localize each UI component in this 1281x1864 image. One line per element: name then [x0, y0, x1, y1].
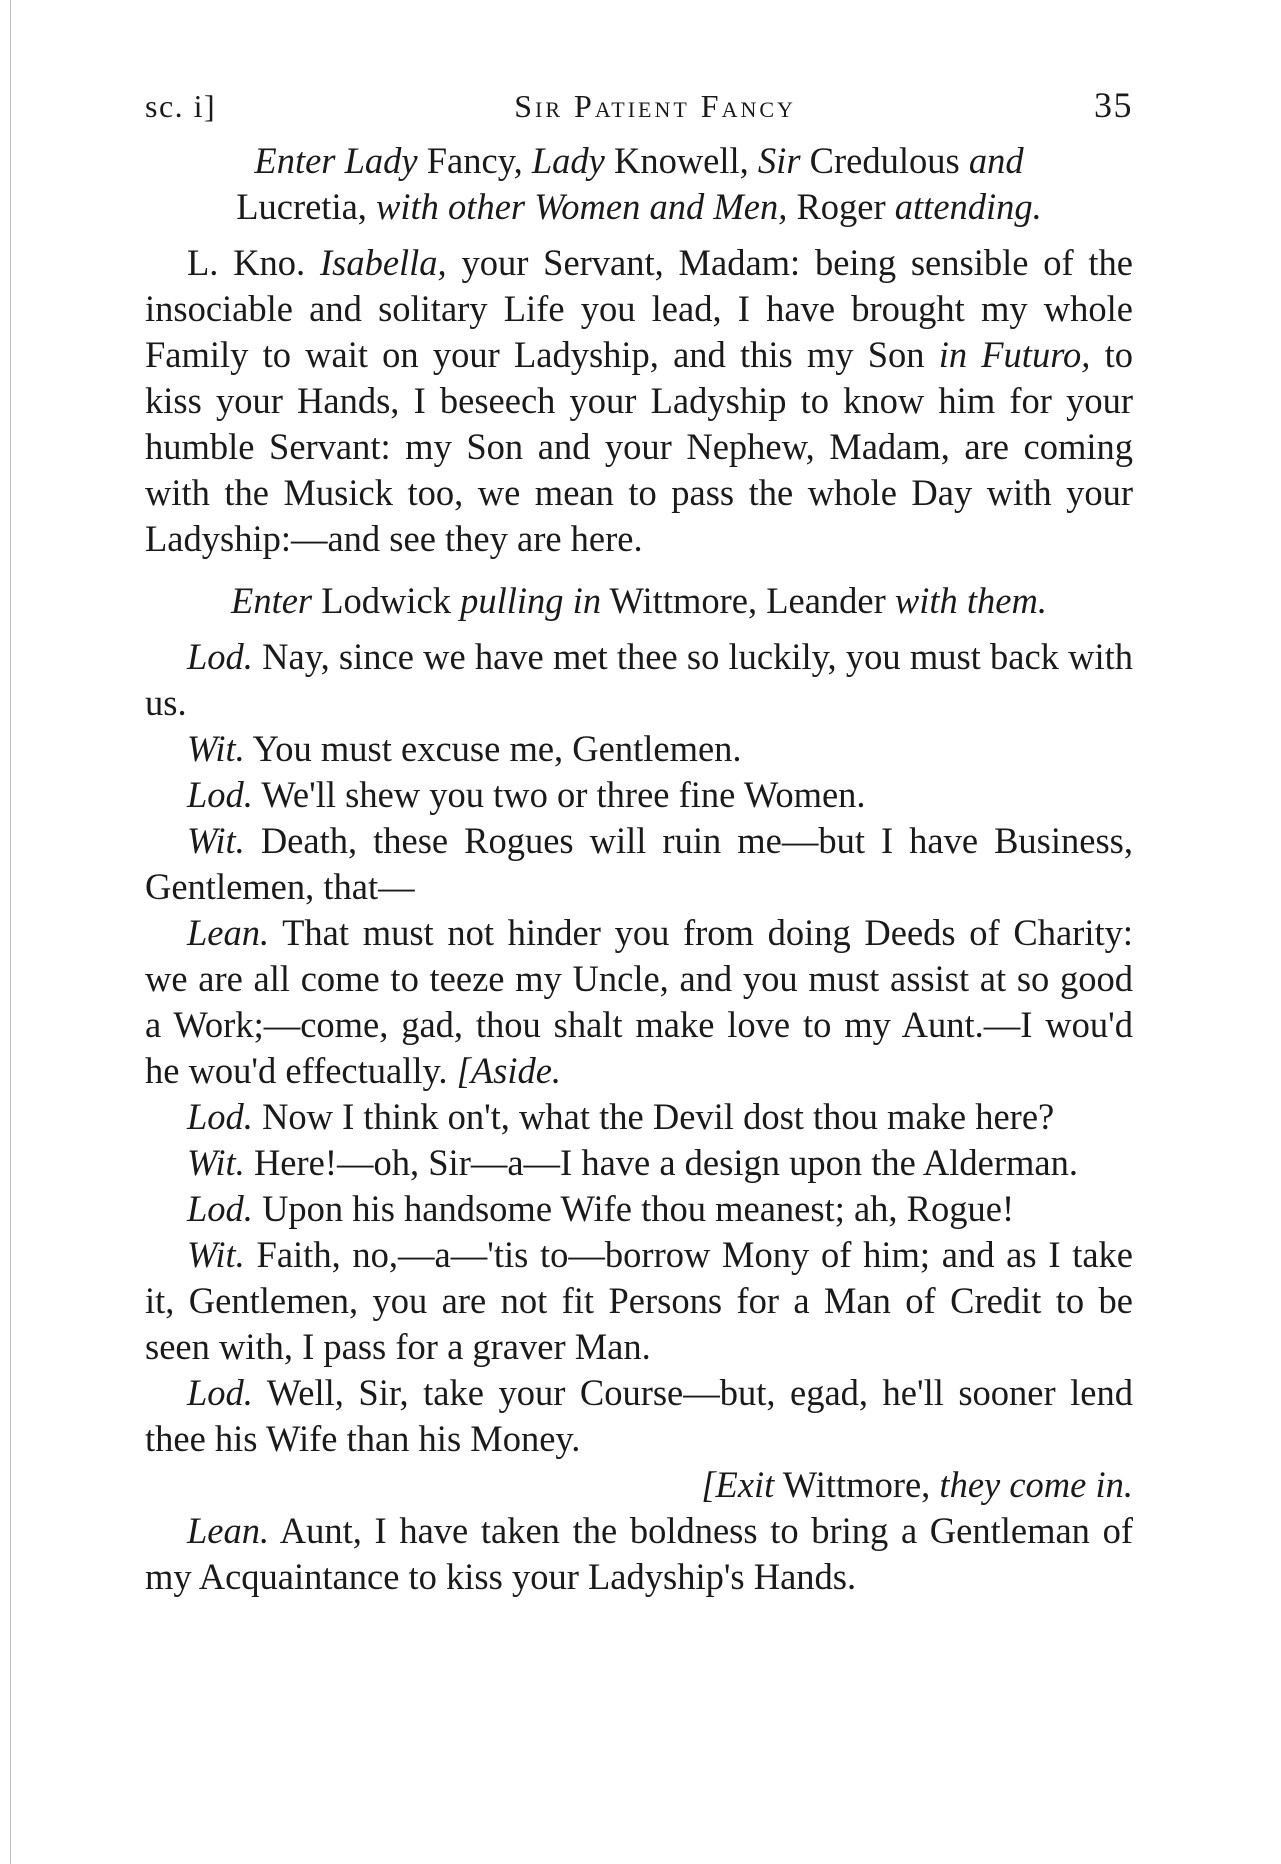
dialogue-line — [145, 818, 1133, 910]
sd-text: Enter Lady — [254, 140, 418, 181]
dialogue-line — [145, 1140, 1133, 1186]
dialogue-line — [145, 1370, 1133, 1462]
sd-name: Lodwick — [312, 580, 461, 621]
book-page — [145, 82, 1133, 1600]
speaker-label: Wit. — [187, 820, 245, 861]
stage-direction-exit — [145, 1462, 1133, 1508]
speech-text: You must excuse me, Gentlemen. — [244, 728, 742, 769]
sd-text: attending. — [894, 186, 1042, 227]
dialogue-line — [145, 634, 1133, 726]
speaker-label: Lod. — [187, 1096, 253, 1137]
speech-text: Upon his handsome Wife thou meanest; ah, Rogue! — [252, 1188, 1015, 1229]
dialogue-line — [145, 772, 1133, 818]
speaker-label: Lean. — [187, 1510, 270, 1551]
speaker-label: Lod. — [187, 1372, 253, 1413]
speech-text: Here!—oh, Sir—a—I have a design upon the Alderman. — [244, 1142, 1079, 1183]
sd-name: Fancy, — [417, 140, 532, 181]
speech-text: Death, these Rogues will ruin me—but I have Business, Gentlemen, that— — [145, 820, 1133, 907]
sd-name: Wittmore, Leander — [601, 580, 895, 621]
speech-text: Well, Sir, take your Course—but, egad, he'll sooner lend thee his Wife than his Money. — [145, 1372, 1133, 1459]
speaker-label: Lod. — [187, 636, 253, 677]
speaker-label: Lod. — [187, 774, 253, 815]
aside-direction: [Aside. — [456, 1050, 562, 1091]
speech-text: Now I think on't, what the Devil dost thou make here? — [252, 1096, 1055, 1137]
sd-text: they come in. — [939, 1464, 1133, 1505]
dialogue — [145, 634, 1133, 1462]
sd-text: Sir — [757, 140, 801, 181]
dialogue-line — [145, 910, 1133, 1094]
speaker-label: Lean. — [187, 912, 270, 953]
speech-text: We'll shew you two or three fine Women. — [252, 774, 866, 815]
sd-name: Lucretia, — [236, 186, 377, 227]
dialogue-line — [145, 1186, 1133, 1232]
sd-name: Knowell, — [604, 140, 758, 181]
dialogue-line — [145, 726, 1133, 772]
page-number: 35 — [1093, 85, 1133, 125]
speech-italic: in Futuro, — [938, 334, 1091, 375]
speech-italic: Isabella, — [319, 242, 447, 283]
speaker-label: Lod. — [187, 1188, 253, 1229]
sd-text: [Exit — [701, 1464, 775, 1505]
sd-name: Credulous — [800, 140, 969, 181]
speech-text: That must not hinder you from doing Deeds of Charity: we are all come to teeze my Uncle, and you must assist at so good a Work;—come, gad, thou shalt make love to my Aunt.—I wou'd he wou'd effectually. — [145, 912, 1133, 1091]
running-title: Sir Patient Fancy — [514, 88, 796, 124]
sd-text: with other Women and Men, — [376, 186, 788, 227]
speech-text: Aunt, I have taken the boldness to bring a Gentleman of my Acquaintance to kiss your Ladyship's Hands. — [145, 1510, 1133, 1597]
sd-text: with them. — [894, 580, 1047, 621]
dialogue-line — [145, 1232, 1133, 1370]
section-marker: sc. i] — [145, 88, 217, 124]
running-head — [145, 82, 1133, 138]
speech-text: your Servant, Madam: being sensible of the insociable and solitary Life you lead, I have brought my whole Family to wait on your Ladyship, and this my Son — [145, 242, 1133, 375]
speaker-label: L. Kno. — [187, 242, 306, 283]
sd-text: pulling in — [460, 580, 602, 621]
stage-direction-entrance-2 — [145, 578, 1133, 624]
sd-text: Lady — [531, 140, 605, 181]
stage-direction-entrance-1 — [145, 138, 1133, 230]
sd-name: Wittmore, — [774, 1464, 940, 1505]
speech-text: to kiss your Hands, I beseech your Ladyship to know him for your humble Servant: my Son and your Nephew, Madam, are coming with the Musick too, we mean to pass the whole Day with your Ladyship:—and see they are here. — [145, 334, 1133, 559]
speech-lady-knowell — [145, 240, 1133, 562]
dialogue-line — [145, 1094, 1133, 1140]
scan-margin-rule — [10, 0, 11, 1864]
sd-name: Roger — [787, 186, 895, 227]
speech-leander-final — [145, 1508, 1133, 1600]
speaker-label: Wit. — [187, 728, 245, 769]
sd-text: Enter — [231, 580, 313, 621]
sd-text: and — [968, 140, 1024, 181]
speech-text: Faith, no,—a—'tis to—borrow Mony of him; and as I take it, Gentlemen, you are not fit Persons for a Man of Credit to be seen with, I pass for a graver Man. — [145, 1234, 1133, 1367]
speaker-label: Wit. — [187, 1234, 245, 1275]
speaker-label: Wit. — [187, 1142, 245, 1183]
speech-text: Nay, since we have met thee so luckily, you must back with us. — [145, 636, 1133, 723]
